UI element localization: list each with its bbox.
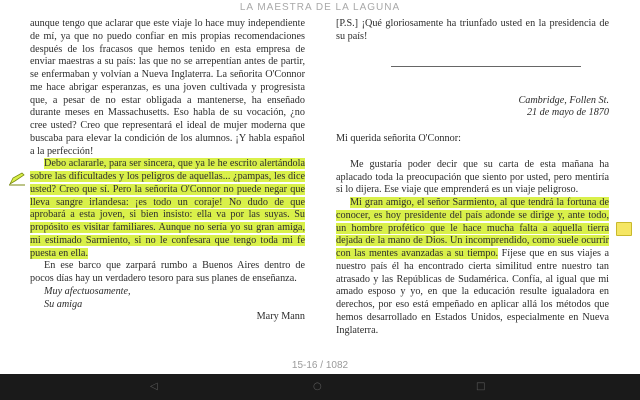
left-paragraph-2[interactable] xyxy=(30,158,305,260)
letter-date: 21 de mayo de 1870 xyxy=(526,107,609,119)
highlight-passage[interactable]: Debo aclararle, para ser sincera, que ya le he escrito alertándola sobre las dificultades y los peligros de aquellas... ¿pampas, les dice usted? Creo que sí. Pero la señorita O'Connor no puede negar que lleva sangre irlandesa: ¡es todo un coraje! No dudo de que aprobará a esta joven, si bien insisto: ella va por las suyas. Su propósito es visitar familiares. Aunque no sería yo su gran amiga, mi estimado Sarmiento, si no le confesara que tengo toda mi fe puesta en ella. xyxy=(30,158,305,259)
left-page xyxy=(30,18,305,324)
signature: Mary Mann xyxy=(256,311,305,323)
left-paragraph-3: En ese barco que zarpará rumbo a Buenos Aires dentro de pocos días hay un verdadero tesoro para sus planes de enseñanza. xyxy=(30,260,305,284)
right-paragraph-2-rest: Fíjese que en sus viajes a nuestro país él ha encontrado cierta similitud entre nuestro tan atrasado y las Repúblicas de Sudamérica. Confía, al igual que mi amado esposo y yo, en que la educación resulte igualadora en derechos, por eso está empeñado en aplicar allá los métodos que hemos desarrollado en Estados Unidos, especialmente en Nueva Inglaterra. xyxy=(336,248,609,336)
back-icon[interactable]: ◁ xyxy=(150,381,158,392)
system-nav-bar xyxy=(0,374,640,400)
right-page xyxy=(336,18,609,337)
right-paragraph-2 xyxy=(336,197,609,337)
closing-2: Su amiga xyxy=(44,298,83,310)
page-indicator: 15-16 / 1082 xyxy=(291,360,349,371)
recent-apps-icon[interactable]: □ xyxy=(476,381,486,392)
home-icon[interactable]: ○ xyxy=(313,381,322,392)
highlight-passage-right[interactable]: Mi gran amigo, el señor Sarmiento, al que tendrá la fortuna de conocer, es hoy presidente del país adonde se dirige y, ante todo, un hombre profético que le hace mucha falta a aquella tierra dejada de la mano de Dios. Un incomprendido, como suele ocurrir con las mentes avanzadas a su tiempo. xyxy=(336,197,609,259)
postscript: [P.S.] ¡Qué gloriosamente ha triunfado usted en la presidencia de su país! xyxy=(336,18,609,42)
note-icon[interactable] xyxy=(616,222,632,236)
closing: Muy afectuosamente, xyxy=(44,285,131,297)
highlighter-icon[interactable] xyxy=(8,172,26,186)
letter-place: Cambridge, Follen St. xyxy=(518,94,609,106)
divider xyxy=(391,66,581,67)
right-paragraph-1: Me gustaría poder decir que su carta de esta mañana ha aplacado toda la preocupación que siento por usted, pero mentiría si lo dijera. Ese viaje que emprenderá es un viaje peligroso. xyxy=(336,158,609,196)
left-paragraph-1: aunque tengo que aclarar que este viaje lo hace muy independiente de mí, ya que no puedo confiar en mis propias recomendaciones después de los fracasos que hemos tenido en esta empresa de enviar maestras a su país: las que no se arrepentían antes de partir, se enfermaban y volvían a Nueva Inglaterra. La señorita O'Connor me hace abrigar esperanzas, es una joven cultivada y progresista que, a pesar de no estar obligada a mantenerse, ha enseñado durante meses en Massachusetts. Eso habla de su vocación, ¿no cree usted? Creo que representará el ideal de mujer moderna que buscaba para elevar la condición de los alumnos. ¡Y habla español a la perfección! xyxy=(30,18,305,157)
salutation: Mi querida señorita O'Connor: xyxy=(336,133,461,144)
book-title: LA MAESTRA DE LA LAGUNA xyxy=(239,2,401,13)
